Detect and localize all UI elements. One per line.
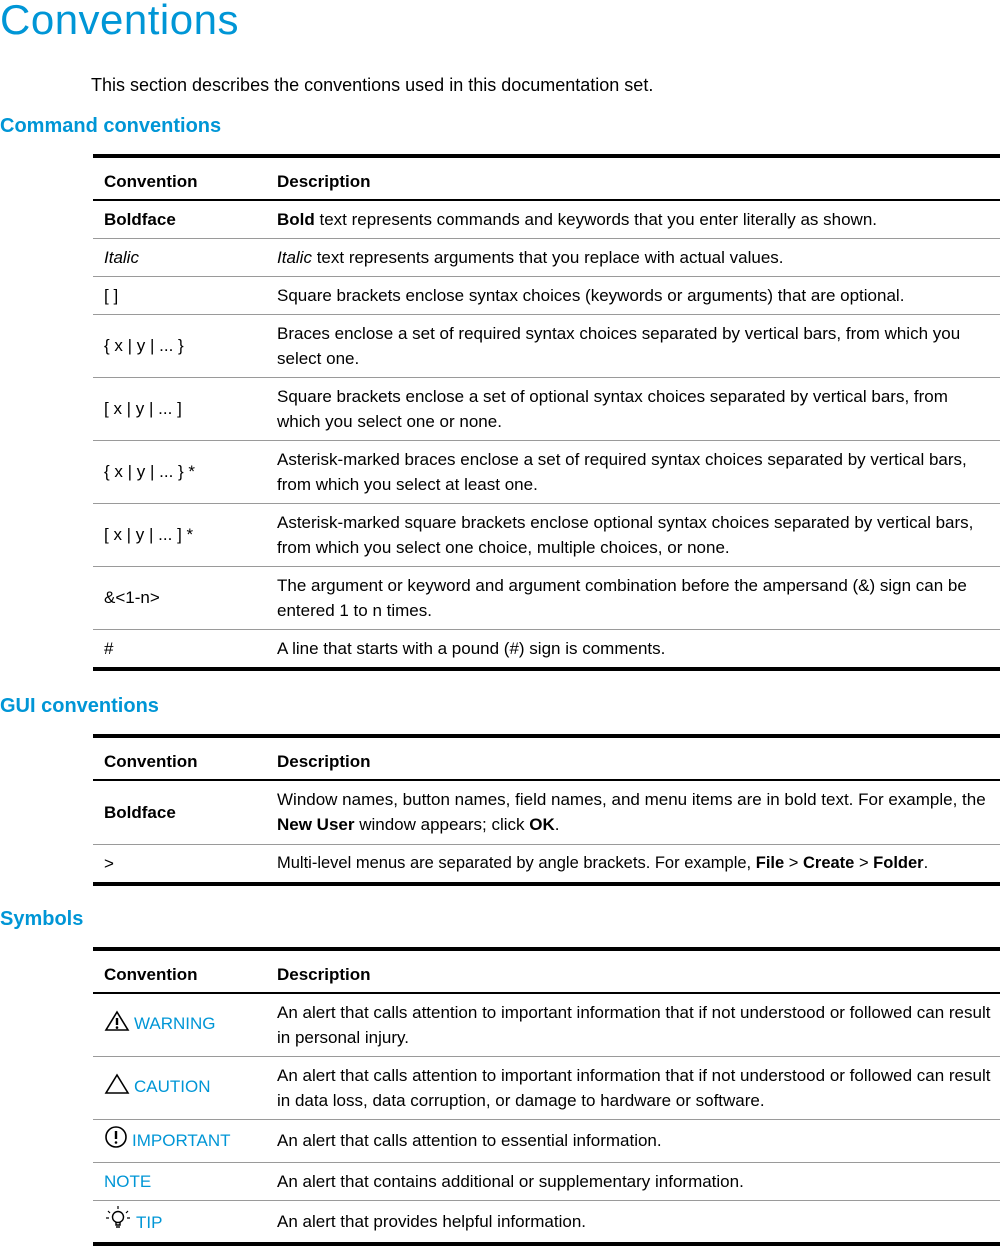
important-icon	[104, 1125, 128, 1156]
convention-cell: >	[93, 844, 268, 884]
convention-cell: #	[93, 629, 268, 669]
table-header-row	[93, 736, 1000, 780]
convention-cell: [ x | y | ... ] *	[93, 503, 268, 566]
convention-cell: { x | y | ... } *	[93, 440, 268, 503]
tip-icon	[104, 1205, 132, 1238]
table-header-row	[93, 156, 1000, 200]
description-cell: Square brackets enclose syntax choices (keywords or arguments) that are optional.	[268, 276, 1000, 314]
table-row	[93, 377, 1000, 440]
description-cell: Square brackets enclose a set of optional syntax choices separated by vertical bars, from which you select one or none.	[268, 377, 1000, 440]
convention-cell: Italic	[93, 238, 268, 276]
convention-cell: Boldface	[93, 200, 268, 238]
warning-icon	[104, 1010, 130, 1039]
description-cell: Multi-level menus are separated by angle brackets. For example, File > Create > Folder.	[268, 844, 1000, 884]
description-cell: An alert that provides helpful information.	[268, 1200, 1000, 1244]
command-conventions-heading: Command conventions	[0, 115, 222, 137]
note-label: NOTE	[104, 1171, 152, 1191]
gui-conventions-heading: GUI conventions	[0, 695, 159, 717]
command-conventions-table	[93, 154, 1000, 671]
description-cell: Italic text represents arguments that you replace with actual values.	[268, 238, 1000, 276]
table-row	[93, 629, 1000, 669]
table-header-row	[93, 949, 1000, 993]
convention-cell: Boldface	[93, 780, 268, 844]
convention-cell: [ x | y | ... ]	[93, 377, 268, 440]
table-row	[93, 1200, 1000, 1244]
convention-cell: IMPORTANT	[93, 1119, 268, 1162]
description-cell: An alert that contains additional or supplementary information.	[268, 1162, 1000, 1200]
header-convention: Convention	[93, 949, 268, 993]
caution-icon	[104, 1073, 130, 1102]
table-row	[93, 1162, 1000, 1200]
table-row	[93, 440, 1000, 503]
table-row	[93, 314, 1000, 377]
table-row	[93, 238, 1000, 276]
description-cell: The argument or keyword and argument combination before the ampersand (&) sign can be entered 1 to n times.	[268, 566, 1000, 629]
convention-cell: CAUTION	[93, 1056, 268, 1119]
description-cell: An alert that calls attention to important information that if not understood or followed can result in data loss, data corruption, or damage to hardware or software.	[268, 1056, 1000, 1119]
page-title: Conventions	[0, 0, 239, 43]
symbols-table	[93, 947, 1000, 1246]
table-row	[93, 993, 1000, 1056]
description-cell: A line that starts with a pound (#) sign is comments.	[268, 629, 1000, 669]
description-cell: Braces enclose a set of required syntax choices separated by vertical bars, from which you select one.	[268, 314, 1000, 377]
table-row	[93, 780, 1000, 844]
description-cell: Bold text represents commands and keywords that you enter literally as shown.	[268, 200, 1000, 238]
description-cell: An alert that calls attention to essential information.	[268, 1119, 1000, 1162]
convention-cell: WARNING	[93, 993, 268, 1056]
table-row	[93, 1056, 1000, 1119]
convention-cell	[93, 1162, 268, 1200]
table-row	[93, 1119, 1000, 1162]
header-description: Description	[268, 736, 1000, 780]
convention-cell: &<1-n>	[93, 566, 268, 629]
header-convention: Convention	[93, 736, 268, 780]
convention-cell: [ ]	[93, 276, 268, 314]
table-row	[93, 844, 1000, 884]
header-convention: Convention	[93, 156, 268, 200]
description-cell: Asterisk-marked braces enclose a set of required syntax choices separated by vertical bars, from which you select at least one.	[268, 440, 1000, 503]
table-row	[93, 200, 1000, 238]
table-row	[93, 566, 1000, 629]
convention-cell: TIP	[93, 1200, 268, 1244]
header-description: Description	[268, 156, 1000, 200]
table-row	[93, 276, 1000, 314]
header-description: Description	[268, 949, 1000, 993]
intro-text: This section describes the conventions used in this documentation set.	[91, 75, 654, 95]
description-cell: An alert that calls attention to important information that if not understood or followed can result in personal injury.	[268, 993, 1000, 1056]
symbols-heading: Symbols	[0, 908, 84, 930]
description-cell: Asterisk-marked square brackets enclose optional syntax choices separated by vertical bars, from which you select one choice, multiple choices, or none.	[268, 503, 1000, 566]
table-row	[93, 503, 1000, 566]
convention-cell: { x | y | ... }	[93, 314, 268, 377]
gui-conventions-table	[93, 734, 1000, 886]
description-cell: Window names, button names, field names, and menu items are in bold text. For example, the New User window appears; click OK.	[268, 780, 1000, 844]
